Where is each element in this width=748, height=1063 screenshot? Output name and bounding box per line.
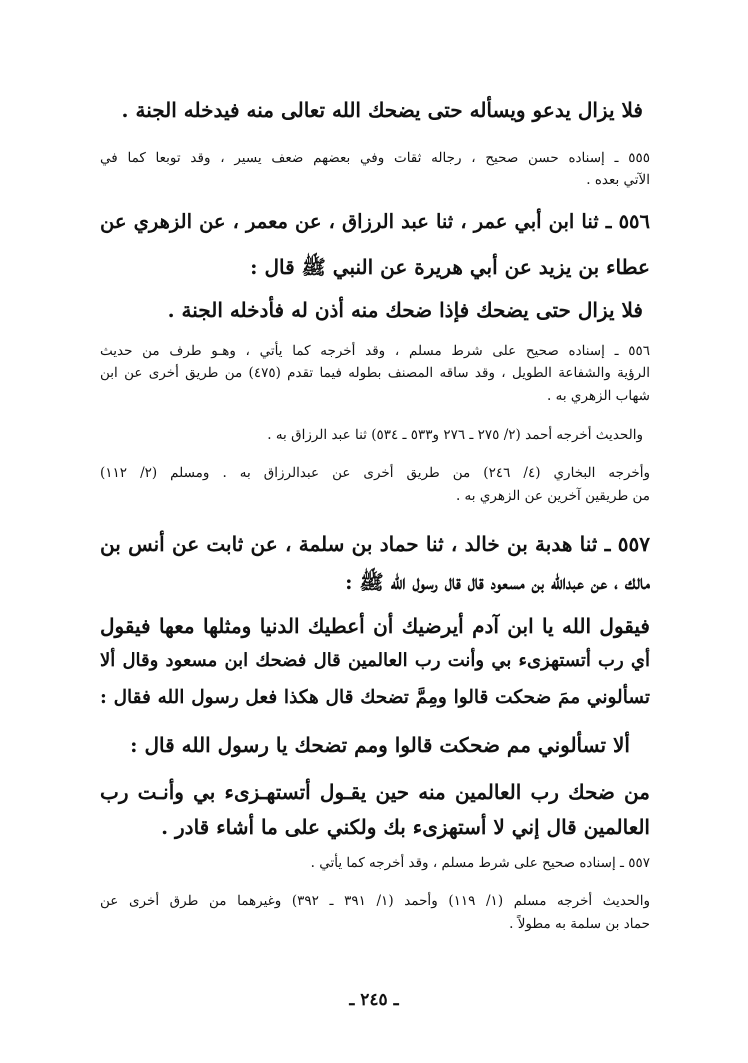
hadith-557-note-line3: حماد بن سلمة به مطولاً . — [509, 916, 650, 932]
hadith-557-matn-line3: تسألوني ممَ ضحكت قالوا ومِمَّ تضحك قال هكذا فعل رسول الله فقال : — [100, 687, 650, 708]
hadith-555-note-line1: ٥٥٥ ـ إسناده حسن صحيح ، رجاله ثقات وفي بعضهم ضعف يسير ، وقد توبعا كما في — [100, 150, 650, 166]
hadith-556-note-line5: وأخرجه البخاري (٤/ ٢٤٦) من طريق أخرى عن عبدالرزاق به . ومسلم (٢/ ١١٢) — [100, 465, 651, 481]
hadith-556-isnad-line2: عطاء بن يزيد عن أبي هريرة عن النبي ﷺ قال : — [250, 255, 650, 279]
page-number: ـ ٢٤٥ ـ — [349, 990, 399, 1010]
hadith-556-note-line6: من طريقين آخرين عن الزهري به . — [455, 488, 650, 504]
hadith-557-isnad-line1: ٥٥٧ ـ ثنا هدبة بن خالد ، ثنا حماد بن سلمة ، عن ثابت عن أنس بن — [100, 532, 650, 556]
hadith-556-isnad-line1: ٥٥٦ ـ ثنا ابن أبي عمر ، ثنا عبد الرزاق ، عن معمر ، عن الزهري عن — [100, 210, 650, 233]
hadith-555-note-line2: الآتي بعده . — [586, 172, 650, 188]
hadith-557-matn-line1: فيقول الله يا ابن آدم أيرضيك أن أعطيك الدنيا ومثلها معها فيقول — [100, 614, 650, 638]
hadith-557-matn-line5: من ضحك رب العالمين منه حين يقـول أتستهـزىء بي وأنـت رب — [100, 780, 650, 804]
hadith-556-note-line2: الرؤية والشفاعة الطويل ، وقد ساقه المصنف بطوله فيما تقدم (٤٧٥) من طريق أخرى عن ابن — [100, 365, 650, 381]
hadith-557-isnad-line2: مالك ، عن عبدالله بن مسعود قال قال رسول الله ﷺ : — [345, 570, 650, 594]
hadith-556-note-line3: شهاب الزهري به . — [547, 388, 650, 404]
hadith-557-matn-line2: أي رب أتستهزىء بي وأنت رب العالمين قال فضحك ابن مسعود وقال ألا — [100, 650, 650, 671]
hadith-557-note-line1: ٥٥٧ ـ إسناده صحيح على شرط مسلم ، وقد أخرجه كما يأتي . — [310, 855, 650, 871]
hadith-557-matn-line4: ألا تسألوني مم ضحكت قالوا ومم تضحك يا رسول الله قال : — [130, 733, 630, 757]
hadith-556-note-line1: ٥٥٦ ـ إسناده صحيح على شرط مسلم ، وقد أخرجه كما يأتي ، وهـو طرف من حديث — [100, 343, 650, 359]
hadith-556-note-line4: والحديث أخرجه أحمد (٢/ ٢٧٥ ـ ٢٧٦ و٥٣٣ ـ ٥٣٤) ثنا عبد الرزاق به . — [267, 427, 643, 443]
hadith-556-matn: فلا يزال حتى يضحك فإذا ضحك منه أذن له فأدخله الجنة . — [167, 298, 643, 322]
hadith-557-matn-line6: العالمين قال إني لا أستهزىء بك ولكني على ما أشاء قادر . — [161, 815, 650, 839]
hadith-557-note-line2: والحديث أخرجه مسلم (١/ ١١٩) وأحمد (١/ ٣٩١ ـ ٣٩٢) وغيرهما من طرق أخرى عن — [100, 893, 650, 909]
hadith-555-text: فلا يزال يدعو ويسأله حتى يضحك الله تعالى منه فيدخله الجنة . — [121, 98, 643, 122]
